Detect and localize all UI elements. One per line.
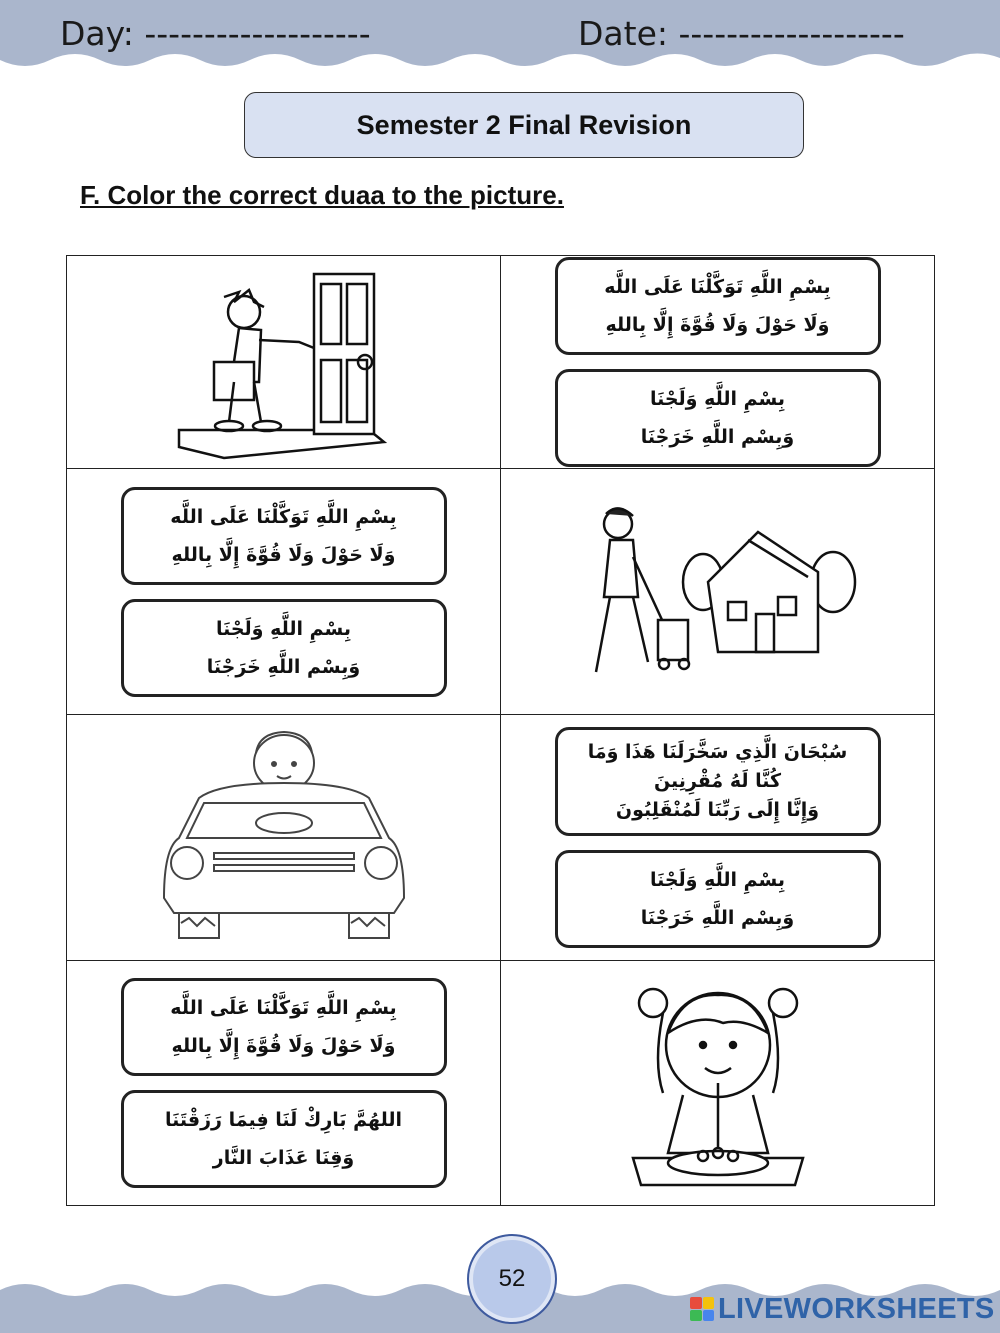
duaa-line: سُبْحَانَ الَّذِي سَخَّرَلَنَا هَذَا وَمَا [587, 741, 848, 763]
duaa-line: كُنَّا لَهُ مُقْرِنِينَ [653, 770, 782, 792]
duaa-line: وَقِنَا عَذَابَ النَّار [212, 1147, 355, 1169]
picture-cell [501, 469, 935, 715]
duaa-option[interactable] [555, 369, 881, 467]
table-row [67, 256, 935, 469]
brand-name: LIVEWORKSHEETS [718, 1292, 995, 1325]
duaa-line: اللهُمَّ بَارِكْ لَنَا فِيمَا رَزَقْتَنَا [165, 1109, 402, 1131]
duaa-line: بِسْمِ اللَّهِ وَلَجْنَا [215, 617, 352, 640]
table-row [67, 715, 935, 961]
liveworksheets-icon [690, 1297, 714, 1321]
duaa-option[interactable] [555, 257, 881, 355]
picture-cell [67, 715, 501, 961]
duaa-cell [501, 256, 935, 469]
duaa-cell [67, 961, 501, 1206]
duaa-line: وَبِسْم اللَّهِ خَرَجْنَا [206, 655, 361, 678]
table-row [67, 961, 935, 1206]
instruction-heading: F. Color the correct duaa to the picture. [80, 180, 564, 210]
matching-table [66, 255, 935, 1206]
duaa-option[interactable] [555, 850, 881, 948]
page-number: 52 [467, 1234, 557, 1324]
picture-cell [501, 961, 935, 1206]
duaa-line: وَإِنَّا إِلَى رَبِّنَا لَمُنْقَلِبُونَ [615, 799, 820, 821]
duaa-line: بِسْمِ اللَّهِ تَوَكَّلْنَا عَلَى اللَّه [604, 276, 831, 298]
duaa-line: وَبِسْم اللَّهِ خَرَجْنَا [640, 907, 795, 929]
duaa-line: بِسْمِ اللَّهِ وَلَجْنَا [649, 388, 786, 410]
girl-eating-picture [623, 973, 813, 1193]
page-title: Semester 2 Final Revision [244, 92, 804, 158]
duaa-line: بِسْمِ اللَّهِ تَوَكَّلْنَا عَلَى اللَّه [170, 997, 397, 1019]
man-door-picture [169, 262, 399, 462]
duaa-line: بِسْمِ اللَّهِ تَوَكَّلْنَا عَلَى اللَّه [170, 505, 397, 528]
duaa-option[interactable] [555, 727, 881, 836]
duaa-option[interactable] [121, 487, 447, 585]
duaa-line: وَبِسْم اللَّهِ خَرَجْنَا [640, 426, 795, 448]
duaa-option[interactable] [121, 978, 447, 1076]
duaa-line: وَلَا حَوْلَ وَلَا قُوَّةَ إِلَّا بِاللهِ [605, 314, 830, 336]
duaa-cell [501, 715, 935, 961]
table-row [67, 469, 935, 715]
duaa-cell [67, 469, 501, 715]
day-field[interactable]: Day: ------------------- [60, 14, 371, 53]
boy-home-picture [578, 502, 858, 682]
duaa-line: وَلَا حَوْلَ وَلَا قُوَّةَ إِلَّا بِاللهِ [171, 1035, 396, 1057]
brand-logo [690, 1291, 995, 1327]
boy-car-picture [159, 728, 409, 948]
duaa-line: وَلَا حَوْلَ وَلَا قُوَّةَ إِلَّا بِاللهِ [171, 543, 396, 566]
picture-cell [67, 256, 501, 469]
duaa-option[interactable] [121, 599, 447, 697]
duaa-option[interactable] [121, 1090, 447, 1188]
date-field[interactable]: Date: ------------------- [578, 14, 905, 53]
duaa-line: بِسْمِ اللَّهِ وَلَجْنَا [649, 869, 786, 891]
